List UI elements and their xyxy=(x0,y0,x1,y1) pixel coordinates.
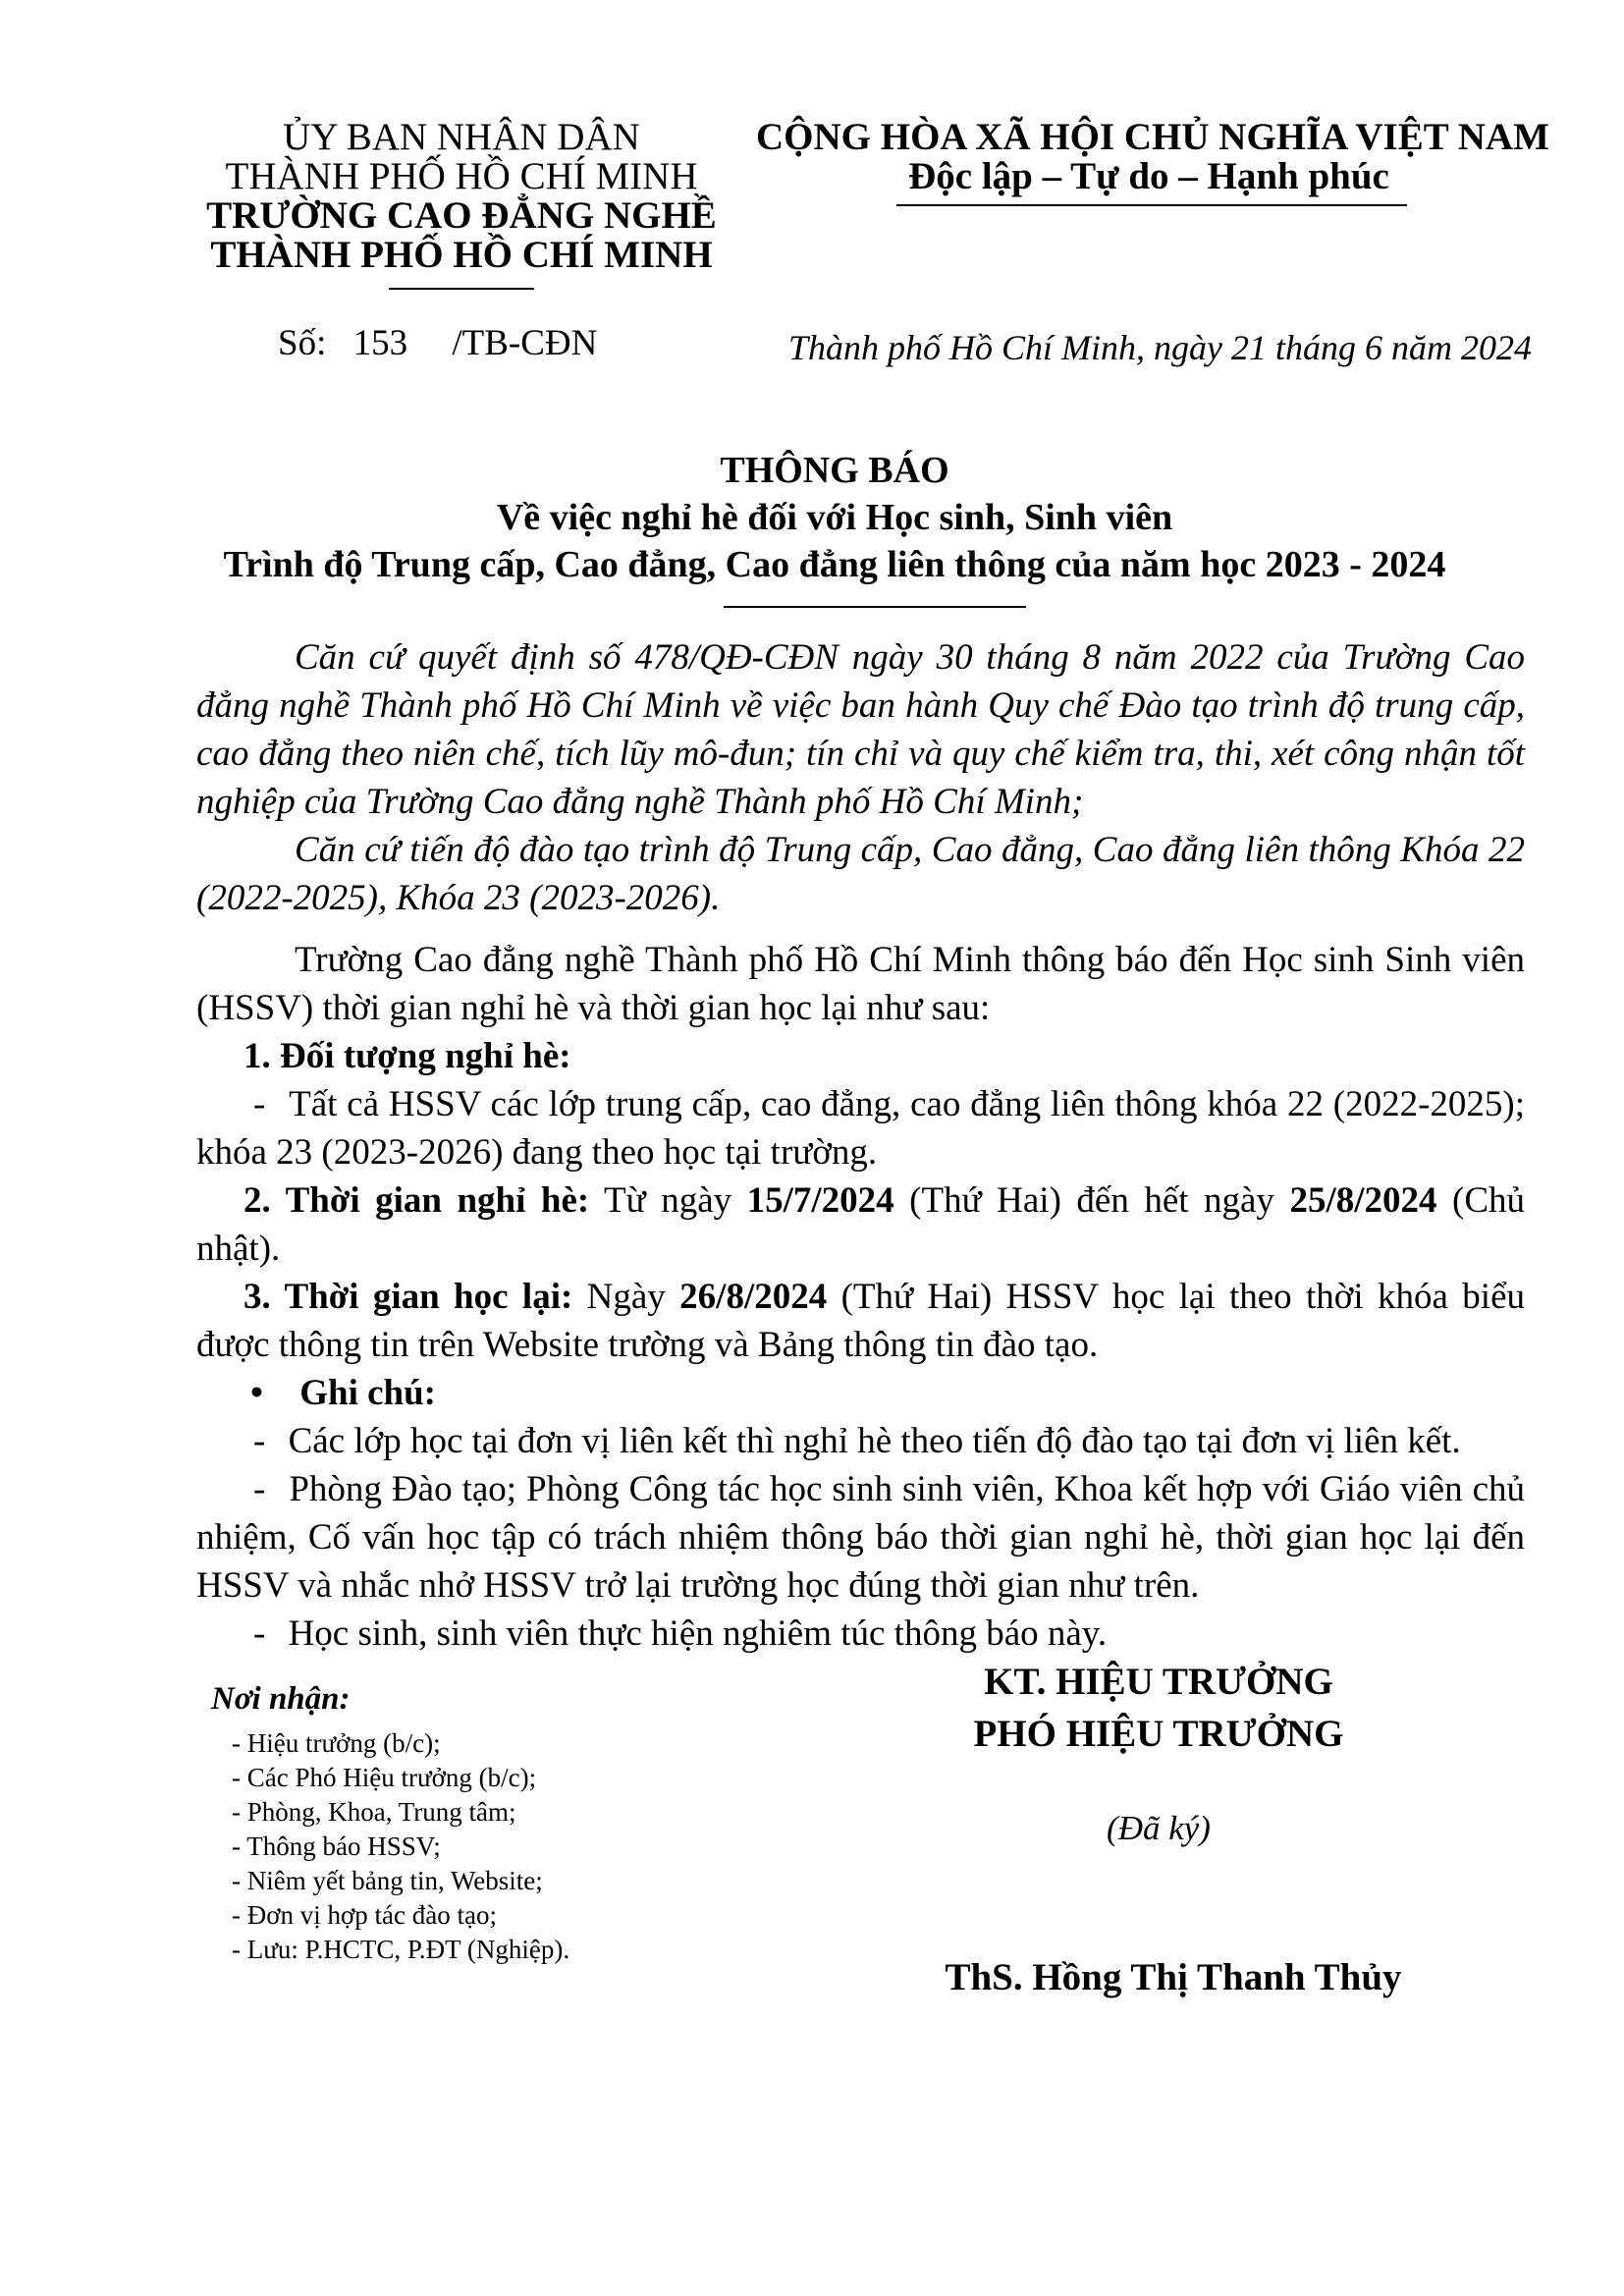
section-2-text-b: (Thứ Hai) đến hết ngày xyxy=(893,1180,1290,1221)
signer-name: ThS. Hồng Thị Thanh Thủy xyxy=(945,1956,1402,1998)
notice-title xyxy=(147,447,1522,588)
section-1-heading: 1. Đối tượng nghỉ hè: xyxy=(244,1036,571,1076)
section-3-heading: 3. Thời gian học lại: xyxy=(244,1277,573,1317)
recipient-item: - Phòng, Khoa, Trung tâm; xyxy=(232,1797,516,1827)
note-item-3 xyxy=(196,1610,1525,1658)
section-1-text: Tất cả HSSV các lớp trung cấp, cao đẳng, cao đẳng liên thông khóa 22 (2022-2025); khóa 23 (2023-2026) đang theo học tại trường. xyxy=(196,1084,1525,1173)
notes-heading-label: Ghi chú: xyxy=(299,1373,437,1413)
issuer-underline xyxy=(389,288,534,290)
signed-note: (Đã ký) xyxy=(1107,1809,1211,1847)
title-main: THÔNG BÁO xyxy=(720,450,949,491)
section-2-text-a: Từ ngày xyxy=(589,1180,747,1221)
national-header xyxy=(756,116,1549,197)
note-1-text: Các lớp học tại đơn vị liên kết thì nghỉ hè theo tiến độ đào tạo tại đơn vị liên kết. xyxy=(288,1421,1461,1461)
intro-paragraph: Trường Cao đẳng nghề Thành phố Hồ Chí Minh thông báo đến Học sinh Sinh viên (HSSV) thời gian nghỉ hè và thời gian học lại như sau: xyxy=(196,940,1525,1028)
issuer-line-2: THÀNH PHỐ HỒ CHÍ MINH xyxy=(225,155,698,197)
number-label: Số: xyxy=(278,323,327,363)
dash-marker: - xyxy=(253,1469,266,1509)
notes-heading xyxy=(250,1369,436,1417)
bullet-icon: • xyxy=(250,1373,263,1413)
national-motto: Độc lập – Tự do – Hạnh phúc xyxy=(908,155,1389,197)
section-3-text-b: (Thứ Hai) HSSV học lại theo thời khóa biểu được thông tin trên Website trường và Bảng thông tin đào tạo. xyxy=(196,1277,1525,1365)
preamble-paragraph-1: Căn cứ quyết định số 478/QĐ-CĐN ngày 30 tháng 8 năm 2022 của Trường Cao đẳng nghề Thành phố Hồ Chí Minh về việc ban hành Quy chế Đào tạo trình độ trung cấp, cao đẳng theo niên chế, tích lũy mô-đun; tín chỉ và quy chế kiểm tra, thi, xét công nhận tốt nghiệp của Trường Cao đẳng nghề Thành phố Hồ Chí Minh; xyxy=(196,637,1525,822)
issuer-line-3: TRƯỜNG CAO ĐẲNG NGHỀ xyxy=(206,194,717,237)
note-item-1 xyxy=(196,1417,1525,1465)
note-item-2 xyxy=(196,1465,1525,1610)
summer-start-date: 15/7/2024 xyxy=(746,1180,894,1221)
recipient-item: - Lưu: P.HCTC, P.ĐT (Nghiệp). xyxy=(232,1935,570,1964)
recipients-list xyxy=(232,1726,758,1967)
section-2-text-c: (Chủ nhật). xyxy=(196,1180,1525,1269)
country-name: CỘNG HÒA XÃ HỘI CHỦ NGHĨA VIỆT NAM xyxy=(756,116,1549,158)
recipient-item: - Thông báo HSSV; xyxy=(232,1831,441,1861)
section-3-text-a: Ngày xyxy=(572,1277,680,1317)
dash-marker: - xyxy=(253,1613,266,1654)
title-underline xyxy=(724,606,1026,608)
section-2 xyxy=(196,1176,1525,1273)
summer-end-date: 25/8/2024 xyxy=(1289,1180,1437,1221)
note-2-text: Phòng Đào tạo; Phòng Công tác học sinh sinh viên, Khoa kết hợp với Giáo viên chủ nhiệm, Cố vấn học tập có trách nhiệm thông báo thời gian nghỉ hè, thời gian học lại đến HSSV và nhắc nhở HSSV trở lại trường học đúng thời gian như trên. xyxy=(196,1469,1526,1606)
document-number xyxy=(278,324,597,363)
dash-marker: - xyxy=(253,1084,266,1124)
dash-marker: - xyxy=(253,1421,266,1461)
recipients-block xyxy=(208,1677,758,1967)
recipient-item: - Các Phó Hiệu trưởng (b/c); xyxy=(232,1763,537,1792)
section-3 xyxy=(196,1273,1525,1369)
return-date: 26/8/2024 xyxy=(679,1277,828,1317)
signature-title-2: PHÓ HIỆU TRƯỞNG xyxy=(973,1713,1344,1755)
signature-block xyxy=(864,1656,1453,1997)
issuer-line-4: THÀNH PHỐ HỒ CHÍ MINH xyxy=(210,234,713,276)
motto-underline xyxy=(896,204,1407,206)
title-sub-1: Về việc nghỉ hè đối với Học sinh, Sinh viên xyxy=(496,497,1173,538)
date-line: Thành phố Hồ Chí Minh, ngày 21 tháng 6 năm 2024 xyxy=(787,328,1532,367)
title-sub-2: Trình độ Trung cấp, Cao đẳng, Cao đẳng liên thông của năm học 2023 - 2024 xyxy=(223,544,1446,585)
number-value: 153 xyxy=(352,323,408,363)
note-3-text: Học sinh, sinh viên thực hiện nghiêm túc thông báo này. xyxy=(288,1613,1108,1654)
section-1-item xyxy=(196,1080,1525,1176)
recipients-heading: Nơi nhận: xyxy=(211,1681,351,1717)
recipient-item: - Hiệu trưởng (b/c); xyxy=(232,1728,441,1758)
issuer-block xyxy=(167,118,756,275)
recipient-item: - Đơn vị hợp tác đào tạo; xyxy=(232,1900,497,1930)
issuer-line-1: ỦY BAN NHÂN DÂN xyxy=(283,116,640,158)
recipient-item: - Niêm yết bảng tin, Website; xyxy=(232,1866,543,1895)
number-suffix: /TB-CĐN xyxy=(452,323,598,363)
signature-title-1: KT. HIỆU TRƯỞNG xyxy=(984,1661,1333,1703)
preamble-paragraph-2: Căn cứ tiến độ đào tạo trình độ Trung cấp, Cao đẳng, Cao đẳng liên thông Khóa 22 (2022-2025), Khóa 23 (2023-2026). xyxy=(196,830,1525,918)
section-2-heading: 2. Thời gian nghỉ hè: xyxy=(244,1180,590,1221)
